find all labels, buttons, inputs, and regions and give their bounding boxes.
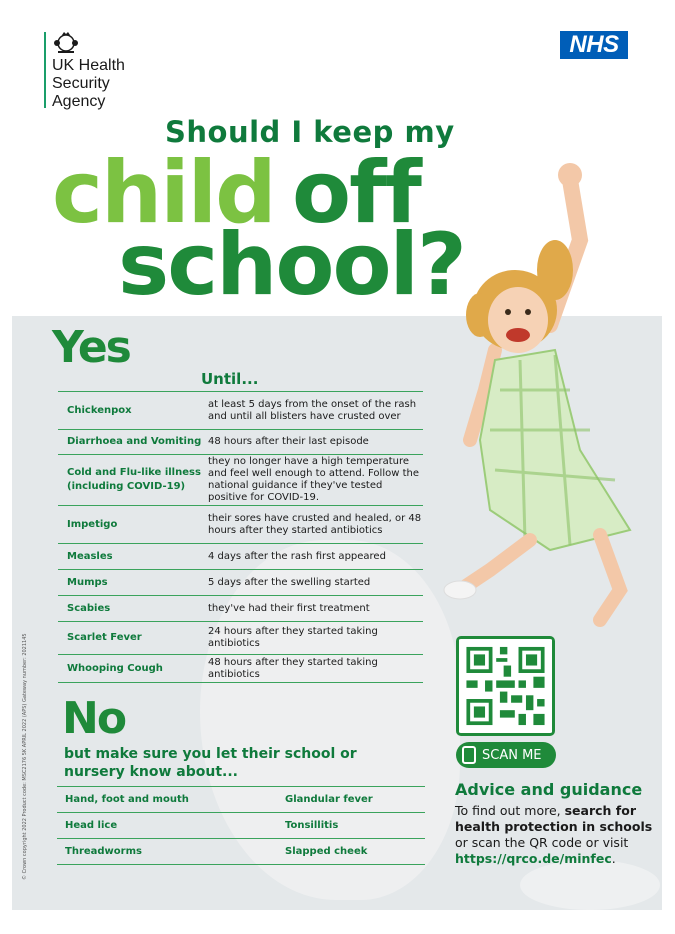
condition-cell: Whooping Cough bbox=[67, 662, 163, 674]
agency-line-2: Security bbox=[52, 75, 110, 92]
advice-link[interactable]: https://qrco.de/minfec bbox=[455, 851, 612, 866]
phone-icon bbox=[462, 746, 476, 764]
table-row bbox=[58, 569, 423, 595]
background-shape-2 bbox=[520, 860, 660, 910]
agency-line-3: Agency bbox=[52, 93, 106, 110]
condition-cell: Tonsillitis bbox=[285, 820, 339, 831]
table-row bbox=[58, 595, 423, 621]
table-row bbox=[57, 812, 425, 838]
until-cell: their sores have crusted and healed, or 48 hours after they started antibiotics bbox=[208, 512, 422, 536]
advice-bold: search for health protection in schools bbox=[455, 803, 653, 834]
qr-code[interactable] bbox=[456, 636, 555, 736]
condition-cell: Hand, foot and mouth bbox=[65, 794, 189, 805]
copyright-text: © Crown copyright 2022 Product code: MSC2176 5K APRIL 2022 (APS) Gateway number: 2021145 bbox=[22, 633, 28, 880]
until-cell: 48 hours after they started taking antibiotics bbox=[208, 656, 378, 680]
advice-text bbox=[455, 803, 655, 867]
condition-cell: Chickenpox bbox=[67, 404, 132, 416]
table-row bbox=[57, 786, 425, 812]
title-child: child bbox=[52, 143, 275, 243]
advice-text-1: To find out more, bbox=[455, 803, 565, 818]
yes-heading: Yes bbox=[52, 322, 130, 373]
condition-cell: Head lice bbox=[65, 820, 118, 831]
royal-crest-icon bbox=[52, 30, 80, 54]
table-row bbox=[58, 454, 423, 505]
until-cell: 24 hours after they started taking antibiotics bbox=[208, 626, 378, 649]
scan-me-button[interactable] bbox=[456, 742, 556, 768]
agency-name bbox=[52, 57, 125, 111]
table-row bbox=[58, 429, 423, 454]
no-table bbox=[57, 786, 425, 865]
condition-cell: Slapped cheek bbox=[285, 846, 368, 857]
until-cell: they've had their first treatment bbox=[208, 602, 370, 614]
condition-cell: Threadworms bbox=[65, 846, 142, 857]
title-line-1: Should I keep my bbox=[165, 115, 455, 149]
condition-cell: Diarrhoea and Vomiting bbox=[67, 436, 202, 447]
agency-line-1: UK Health bbox=[52, 57, 125, 74]
advice-title: Advice and guidance bbox=[455, 780, 643, 799]
condition-cell: Impetigo bbox=[67, 518, 118, 530]
condition-cell: Mumps bbox=[67, 576, 108, 588]
until-cell: they no longer have a high temperature and feel well enough to attend. Follow the national guidance if they've tested positive for COVID-19. bbox=[208, 456, 419, 503]
table-row bbox=[58, 391, 423, 429]
condition-cell: Scarlet Fever bbox=[67, 632, 142, 643]
advice-text-3: . bbox=[611, 851, 616, 866]
condition-cell: Scabies bbox=[67, 602, 111, 614]
yes-table bbox=[58, 391, 423, 683]
title-school: school? bbox=[118, 215, 465, 315]
table-row bbox=[58, 621, 423, 654]
until-cell: at least 5 days from the onset of the rash and until all blisters have crusted over bbox=[208, 398, 417, 422]
advice-text-2: or scan the QR code or visit bbox=[455, 835, 629, 850]
table-row bbox=[57, 838, 425, 865]
condition-cell: Glandular fever bbox=[285, 794, 373, 805]
copyright-sidebar bbox=[22, 620, 34, 880]
until-cell: 48 hours after their last episode bbox=[208, 436, 369, 447]
table-row bbox=[58, 505, 423, 543]
scan-me-label: SCAN ME bbox=[482, 747, 542, 763]
until-cell: 4 days after the rash first appeared bbox=[208, 550, 386, 562]
nhs-logo: NHS bbox=[560, 31, 628, 59]
until-heading: Until... bbox=[201, 370, 259, 388]
table-row bbox=[58, 543, 423, 569]
jumping-girl-illustration bbox=[430, 150, 670, 630]
table-row bbox=[58, 654, 423, 683]
logo-divider bbox=[44, 32, 46, 108]
until-cell: 5 days after the swelling started bbox=[208, 576, 371, 588]
no-heading: No bbox=[62, 693, 126, 744]
no-subheading: but make sure you let their school or nursery know about... bbox=[64, 746, 357, 780]
qr-code-icon bbox=[459, 639, 552, 733]
condition-cell: Cold and Flu-like illness (including COVID-19) bbox=[67, 467, 201, 492]
title-off: off bbox=[292, 143, 420, 243]
condition-cell: Measles bbox=[67, 550, 113, 562]
